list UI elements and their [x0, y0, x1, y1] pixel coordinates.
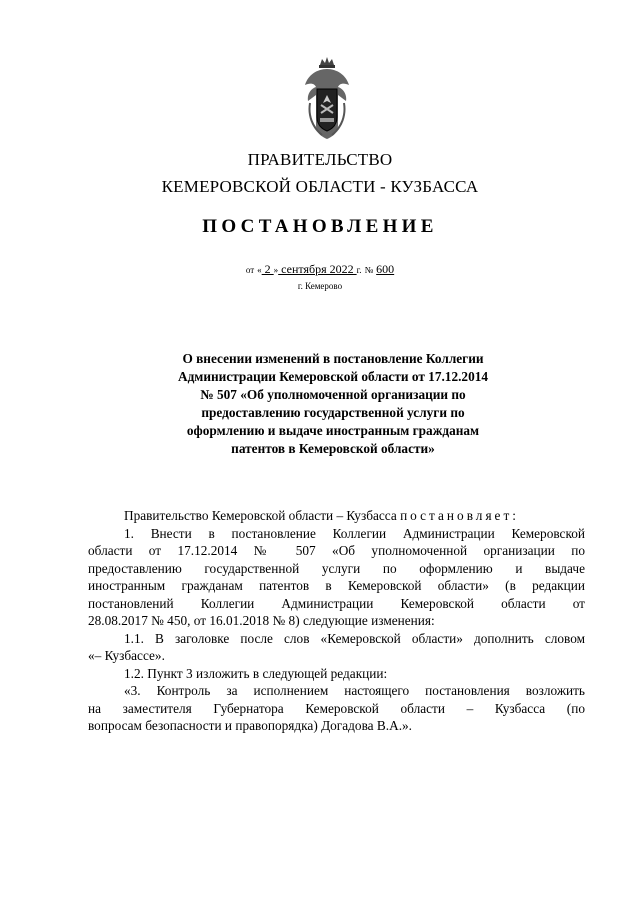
document-subject [158, 350, 508, 458]
date-prefix: от [245, 265, 255, 275]
kuzbass-coat-of-arms-icon [302, 55, 352, 140]
intro-spaced-verb: постановляет [400, 508, 513, 523]
subject-line: предоставлению государственной услуги по [201, 405, 465, 420]
document-type-title: ПОСТАНОВЛЕНИЕ [202, 216, 438, 237]
intro-line [88, 507, 585, 525]
paragraph-3-line: «3. Контроль за исполнением настоящего постановления возложить [124, 683, 585, 698]
paragraph-1-2: 1.2. Пункт 3 изложить в следующей редакции: [124, 665, 388, 681]
paragraph-1-line: 1. Внести в постановление Коллегии Администрации Кемеровской [124, 525, 585, 541]
subject-line: Администрации Кемеровской области от 17.12.2014 [177, 369, 489, 384]
paragraph-3-line: на заместителя Губернатора Кемеровской области – Кузбасса (по [88, 700, 585, 716]
paragraph-3-line: вопросам безопасности и правопорядка) Догадова В.А.». [88, 718, 412, 733]
subject-line: О внесении изменений в постановление Коллегии [182, 351, 484, 366]
date-month-year: сентября 2022 [278, 262, 357, 276]
year-suffix: г. [356, 265, 362, 275]
subject-line: № 507 «Об уполномоченной организации по [200, 387, 466, 402]
document-body [88, 507, 585, 735]
paragraph-1-line: предоставлению государственной услуги по оформлению и выдаче [88, 560, 585, 576]
document-number: 600 [376, 262, 395, 276]
open-quote: « [257, 265, 262, 275]
region-title: КЕМЕРОВСКОЙ ОБЛАСТИ - КУЗБАССА [161, 177, 479, 196]
number-sign: № [364, 265, 374, 275]
close-quote: » [273, 265, 279, 275]
subject-line: оформлению и выдаче иностранным гражданам [186, 423, 480, 438]
paragraph-1-1-line: 1.1. В заголовке после слов «Кемеровской области» дополнить словом [124, 630, 585, 646]
paragraph-1-line: постановлений Коллегии Администрации Кемеровской области от [88, 595, 585, 611]
paragraph-1-line: иностранным гражданам патентов в Кемеровской области» (в редакции [88, 578, 585, 593]
government-title: ПРАВИТЕЛЬСТВО [247, 150, 393, 169]
date-day: 2 [261, 262, 274, 276]
paragraph-1-1-line: «– Кузбассе». [88, 648, 165, 663]
intro-prefix: Правительство Кемеровской области – Кузбасса [124, 508, 401, 523]
subject-line: патентов в Кемеровской области» [231, 441, 435, 456]
date-number-line [0, 262, 640, 277]
city-name: г. Кемерово [297, 281, 343, 291]
intro-suffix: : [512, 508, 516, 523]
paragraph-1-line: 28.08.2017 № 450, от 16.01.2018 № 8) следующие изменения: [88, 613, 435, 628]
paragraph-1-line: области от 17.12.2014 № 507 «Об уполномоченной организации по [88, 543, 585, 558]
